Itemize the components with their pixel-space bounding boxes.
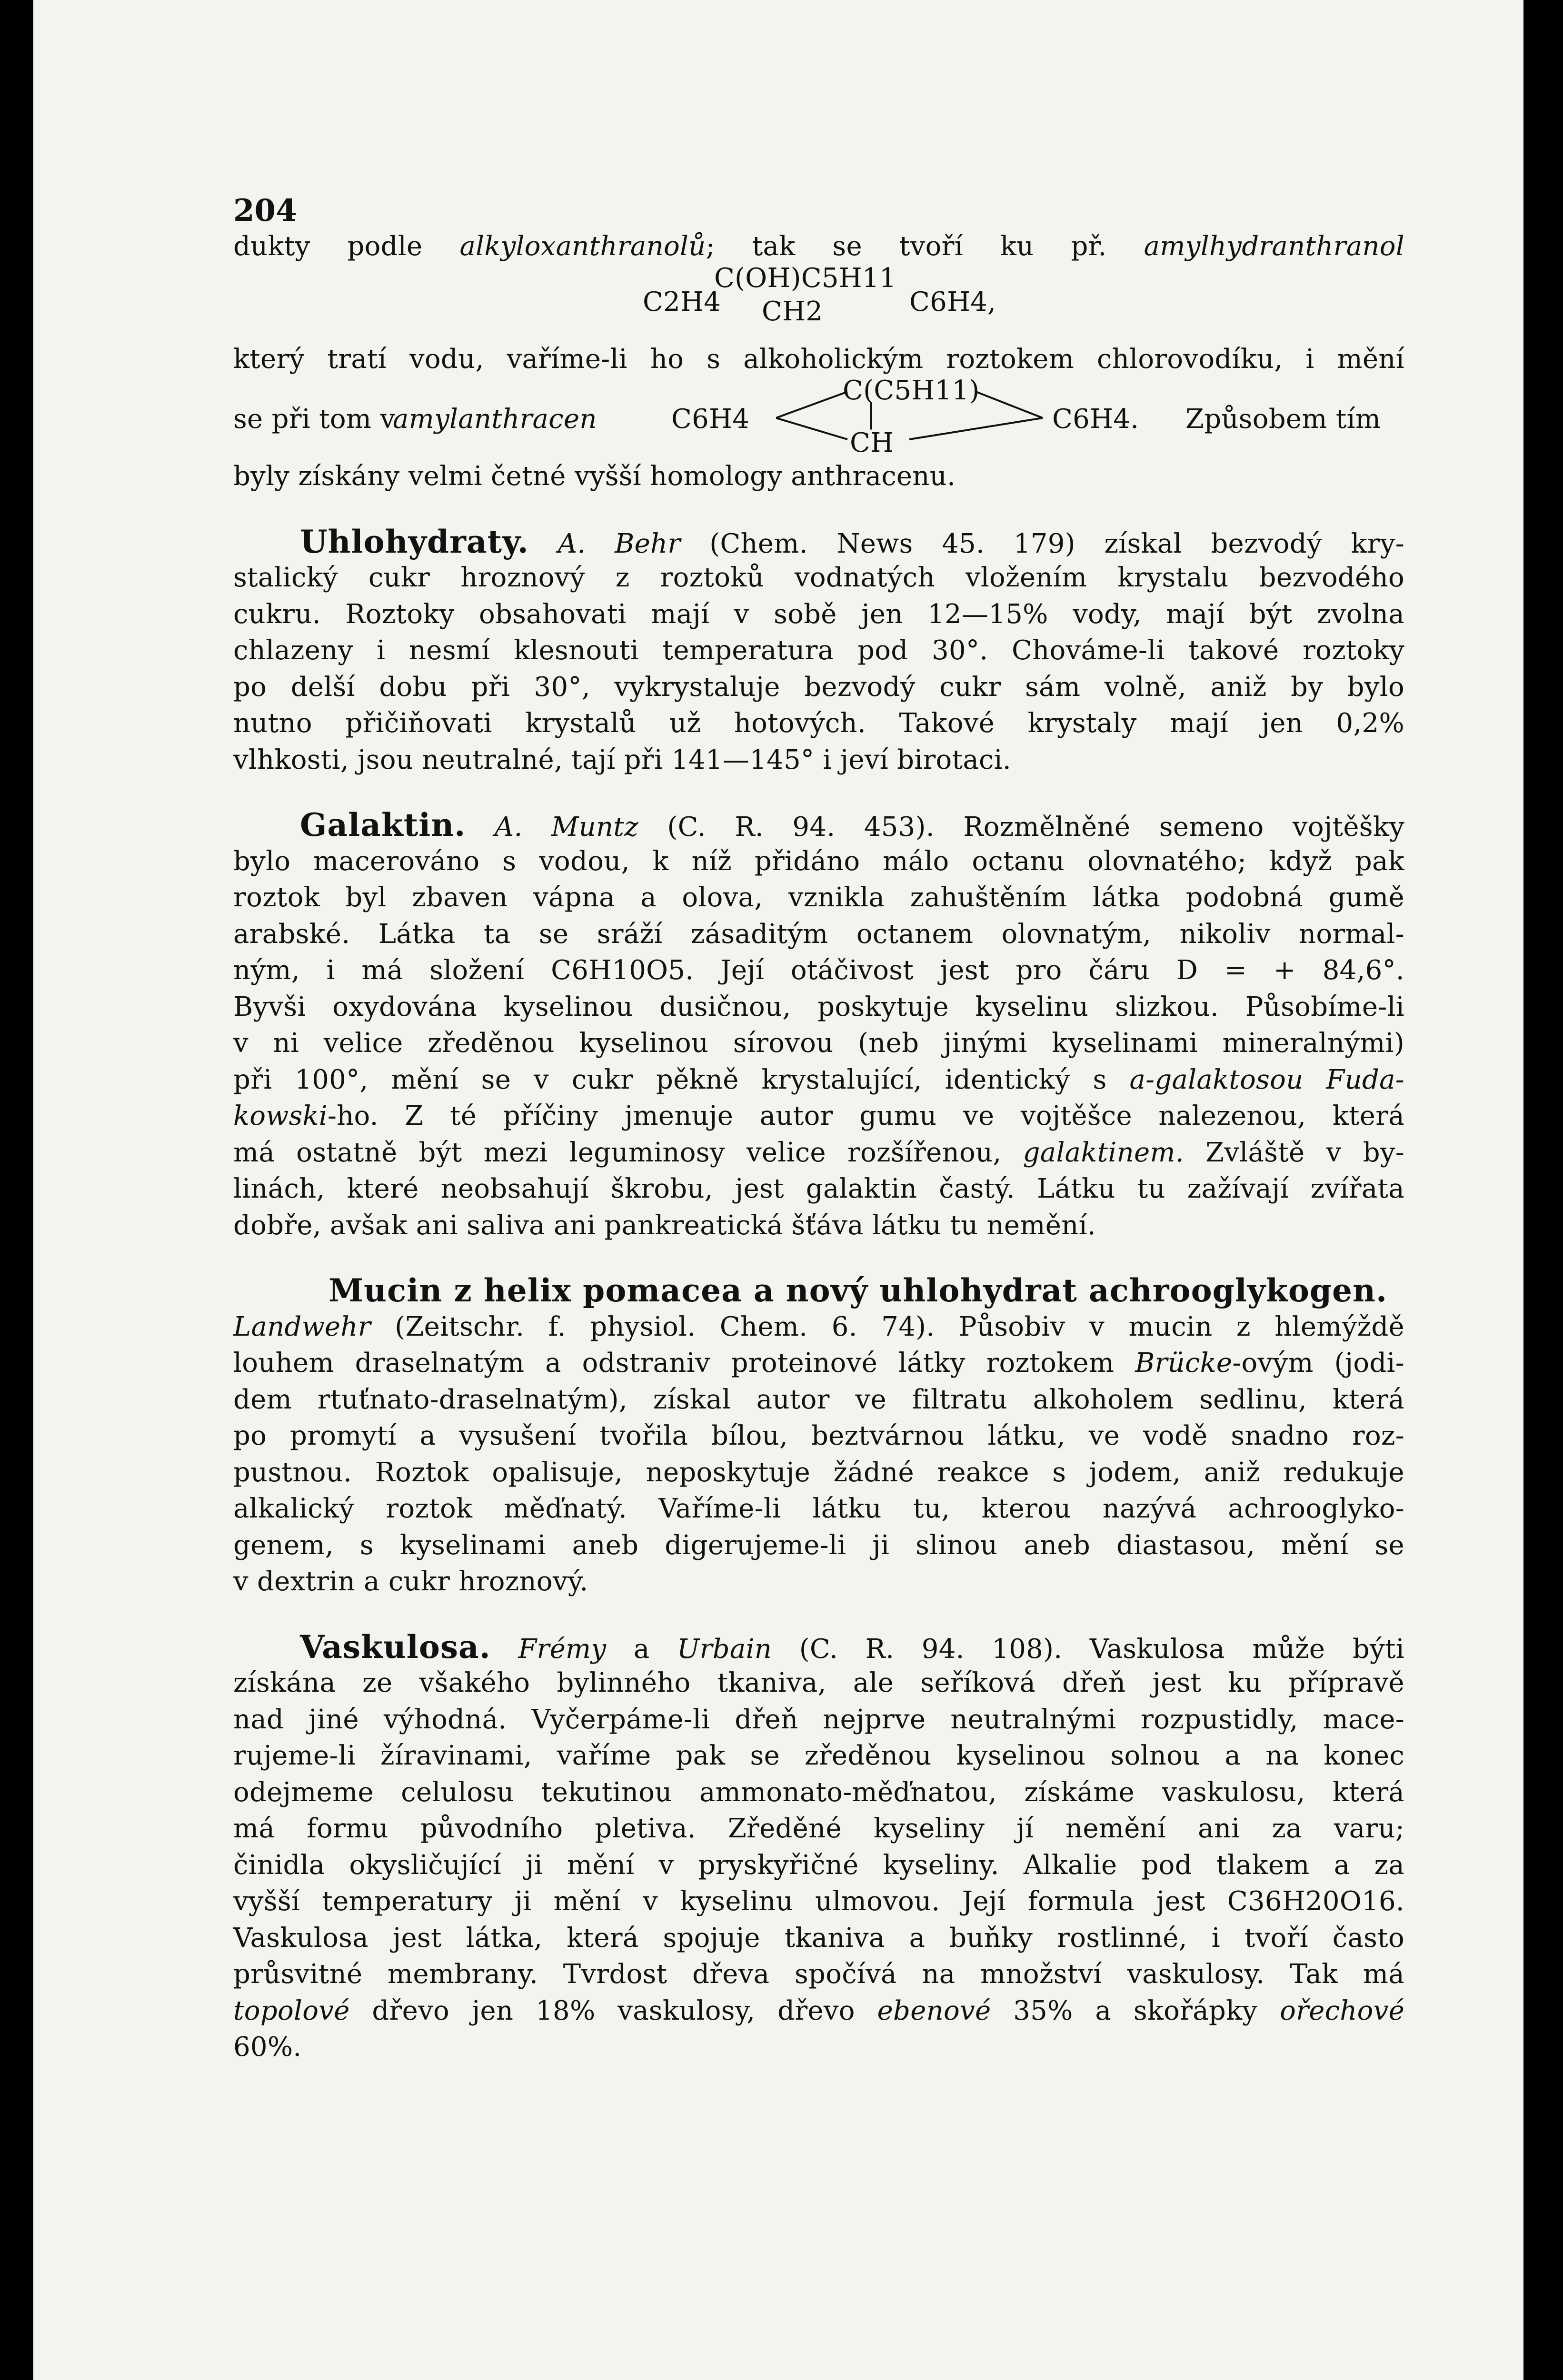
text-line: arabské. Látka ta se sráží zásaditým octanem olovnatým, nikoliv normal- [233, 918, 1404, 950]
text-line [233, 1062, 1404, 1099]
italic-term: ebenové [877, 1995, 991, 2026]
text-line: který tratí vodu, vaříme-li ho s alkoholickým roztokem chlorovodíku, i mění [233, 343, 1404, 375]
section-heading-line [233, 807, 1404, 843]
text-run: dukty podle [233, 231, 423, 262]
structural-formula-amylanthracen [233, 377, 1404, 458]
text-line: roztok byl zbaven vápna a olova, vznikla zahuštěním látka podobná gumě [233, 882, 1404, 913]
text-line [233, 1993, 1404, 2030]
section-heading-line [233, 1629, 1404, 1666]
text-run: a [633, 1633, 650, 1665]
spacer [233, 778, 1404, 807]
text-line: linách, které neobsahují škrobu, jest galaktin častý. Látku tu zažívají zvířata [233, 1173, 1404, 1204]
text-line [233, 228, 1404, 265]
text-line: vlhkosti, jsou neutralné, tají při 141—145° i jeví birotaci. [233, 744, 1011, 775]
text-line [233, 1098, 1404, 1135]
text-line: v ni velice zředěnou kyselinou sírovou (neb jinými kyselinami mineralnými) [233, 1028, 1404, 1059]
text-run: Způsobem tím [1185, 404, 1381, 435]
text-line [233, 1309, 1404, 1346]
italic-term: a-galaktosou Fuda- [1129, 1064, 1405, 1095]
text-line: Byvši oxydována kyselinou dusičnou, poskytuje kyselinu slizkou. Působíme-li [233, 991, 1404, 1022]
text-line: ným, i má složení C6H10O5. Její otáčivost jest pro čáru D = + 84,6°. [233, 955, 1404, 986]
citation: (C. R. 94. 453). [667, 812, 935, 843]
text-line: rujeme-li žíravinami, vaříme pak se zředěnou kyselinou solnou a na konec [233, 1740, 1404, 1771]
text-line: nad jiné výhodná. Vyčerpáme-li dřeň nejprve neutralnými rozpustidly, mace- [233, 1704, 1404, 1735]
section-title: Galaktin. [300, 806, 466, 843]
text-line: po promytí a vysušení tvořila bílou, beztvárnou látku, ve vodě snadno roz- [233, 1420, 1404, 1451]
italic-term: topolové [233, 1995, 350, 2026]
text-run: se při tom v [233, 404, 396, 435]
section-heading-line [233, 1272, 1404, 1309]
text-line: činidla okysličující ji mění v pryskyřičné kyseliny. Alkalie pod tlakem a za [233, 1849, 1404, 1881]
text-run: získal bezvodý kry- [1104, 528, 1404, 559]
text-line: chlazeny i nesmí klesnouti temperatura pod 30°. Chováme-li takové roztoky [233, 635, 1404, 666]
structural-formula-amylhydranthranol [233, 262, 1404, 341]
citation: (Zeitschr. f. physiol. Chem. 6. 74). [395, 1311, 935, 1342]
italic-term: galaktinem. [1023, 1137, 1184, 1168]
text-line: nutno přičiňovati krystalů už hotových. Takové krystaly mají jen 0,2% [233, 708, 1404, 739]
scanned-page [33, 0, 1523, 2380]
text-run: 35% a skořápky [1013, 1995, 1258, 2026]
text-line: má formu původního pletiva. Zředěné kyseliny jí nemění ani za varu; [233, 1813, 1404, 1844]
text-line [233, 2029, 1404, 2066]
text-run: -ho. Z té příčiny jmenuje autor gumu ve vojtěšce nalezenou, která [327, 1101, 1404, 1131]
text-line: získána ze všakého bylinného tkaniva, ale seříková dřeň jest ku přípravě [233, 1667, 1404, 1698]
text-run: Rozmělněné semeno vojtěšky [963, 812, 1405, 843]
formula-top-group: C(OH)C5H11 [714, 262, 896, 294]
text-run: má ostatně být mezi leguminosy velice rozšířenou, [233, 1137, 1002, 1168]
formula-top-group: C(C5H11) [843, 375, 980, 406]
italic-term: amylhydranthranol [1144, 231, 1404, 262]
formula-left-group: C2H4 [643, 286, 721, 317]
text-run: Vaskulosa může býti [1089, 1633, 1404, 1665]
text-line: dobře, avšak ani saliva ani pankreatická šťáva látku tu nemění. [233, 1210, 1096, 1241]
text-line: pustnou. Roztok opalisuje, neposkytuje žádné reakce s jodem, aniž redukuje [233, 1457, 1404, 1488]
page-number: 204 [233, 193, 297, 228]
spacer [233, 1600, 1404, 1629]
author: A. Muntz [494, 812, 638, 843]
text-run: Zvláště v by- [1205, 1137, 1404, 1168]
text-line: dem rtuťnato-draselnatým), získal autor ve filtratu alkoholem sedlinu, která [233, 1384, 1404, 1415]
formula-right-group: C6H4, [909, 286, 996, 317]
text-run: dřevo jen 18% vaskulosy, dřevo [372, 1995, 855, 2026]
italic-term: ořechové [1280, 1995, 1405, 2026]
formula-bottom-group: CH [850, 427, 894, 458]
text-line: alkalický roztok měďnatý. Vaříme-li látku tu, kterou nazývá achrooglyko- [233, 1493, 1404, 1524]
formula-vertical-bond: | [866, 399, 876, 430]
citation: (C. R. 94. 108). [799, 1633, 1063, 1665]
text-line: Vaskulosa jest látka, která spojuje tkaniva a buňky rostlinné, i tvoří často [233, 1922, 1404, 1954]
text-run: 60%. [233, 2032, 302, 2063]
spacer [233, 495, 1404, 524]
text-line: bylo macerováno s vodou, k níž přidáno málo octanu olovnatého; když pak [233, 845, 1404, 877]
text-line: vyšší temperatury ji mění v kyselinu ulmovou. Její formula jest C36H20O16. [233, 1886, 1404, 1917]
text-line: průsvitné membrany. Tvrdost dřeva spočívá na množství vaskulosy. Tak má [233, 1959, 1404, 1990]
citation: (Chem. News 45. 179) [709, 528, 1075, 559]
text-line: po delší dobu při 30°, vykrystaluje bezvodý cukr sám volně, aniž by bylo [233, 671, 1404, 703]
italic-term: Brücke [1135, 1348, 1233, 1378]
italic-term: kowski [233, 1101, 328, 1131]
text-line [233, 1135, 1404, 1171]
author: A. Behr [558, 528, 681, 559]
text-run: Působiv v mucin z hlemýždě [958, 1311, 1404, 1342]
page-body [233, 228, 1404, 2066]
section-heading-line [233, 524, 1404, 560]
text-run: ; tak se tvoří ku př. [706, 231, 1107, 262]
formula-left-group: C6H4 [671, 404, 750, 435]
text-line: v dextrin a cukr hroznový. [233, 1566, 588, 1597]
author: Frémy [518, 1633, 607, 1665]
section-title: Mucin z helix pomacea a nový uhlohydrat achrooglykogen. [329, 1272, 1388, 1309]
author: Urbain [677, 1633, 772, 1665]
text-line: odejmeme celulosu tekutinou ammonato-měďnatou, získáme vaskulosu, která [233, 1776, 1404, 1808]
text-line: genem, s kyselinami aneb digerujeme-li ji slinou aneb diastasou, mění se [233, 1529, 1404, 1561]
formula-right-group: C6H4. [1052, 404, 1139, 435]
text-run: -ovým (jodi- [1232, 1348, 1404, 1378]
spacer [233, 1244, 1404, 1272]
italic-term: alkyloxanthranolů [459, 231, 706, 262]
text-line: cukru. Roztoky obsahovati mají v sobě jen 12—15% vody, mají být zvolna [233, 598, 1404, 630]
section-title: Vaskulosa. [300, 1628, 491, 1666]
text-run: louhem draselnatým a odstraniv proteinové látky roztokem [233, 1348, 1115, 1378]
text-run: při 100°, mění se v cukr pěkně krystalující, identický s [233, 1064, 1107, 1095]
text-line [233, 1345, 1404, 1382]
author: Landwehr [233, 1311, 371, 1342]
italic-term: amylanthracen [393, 404, 597, 435]
section-title: Uhlohydraty. [300, 523, 529, 560]
text-line: stalický cukr hroznový z roztoků vodnatých vložením krystalu bezvodého [233, 562, 1404, 593]
formula-bridge-group: CH2 [762, 296, 823, 327]
text-line: byly získány velmi četné vyšší homology anthracenu. [233, 461, 956, 492]
